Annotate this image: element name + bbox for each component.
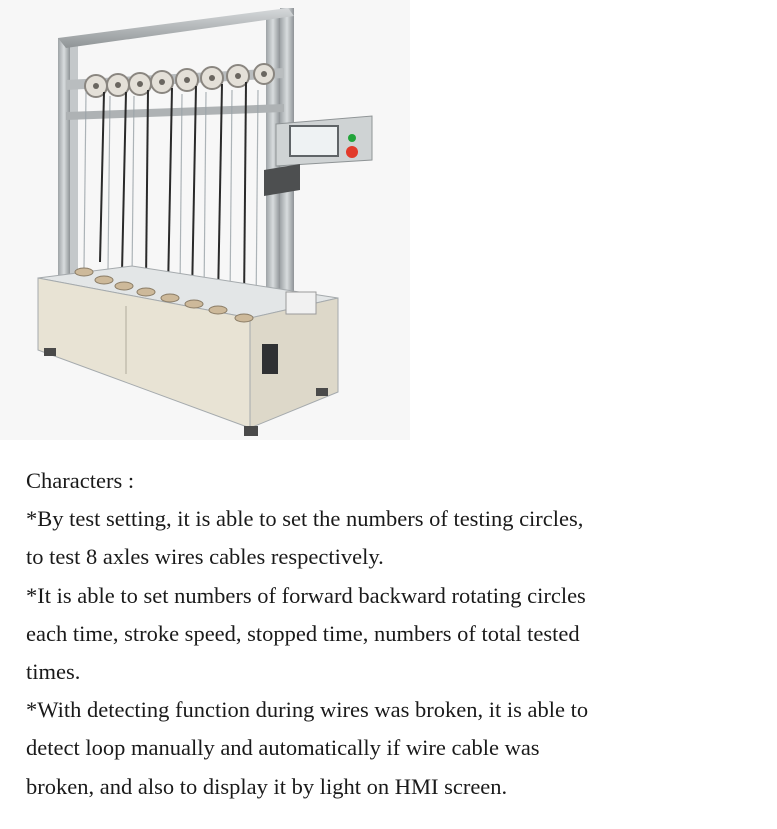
characteristics-heading: Characters : [26, 468, 135, 493]
description-line: times. [26, 659, 81, 685]
description-line: each time, stroke speed, stopped time, numbers of total tested [26, 620, 580, 646]
description-line: *By test setting, it is able to set the numbers of testing circles, [26, 506, 584, 532]
product-photo [0, 0, 410, 440]
description-line: to test 8 axles wires cables respectively. [26, 544, 384, 570]
wire-bending-test-machine-icon [0, 0, 410, 440]
characteristics-description [26, 462, 756, 806]
description-line: *With detecting function during wires was broken, it is able to [26, 697, 589, 723]
description-line: detect loop manually and automatically if wire cable was [26, 735, 540, 761]
description-line: broken, and also to display it by light on HMI screen. [26, 773, 508, 799]
description-line: *It is able to set numbers of forward backward rotating circles [26, 582, 586, 608]
